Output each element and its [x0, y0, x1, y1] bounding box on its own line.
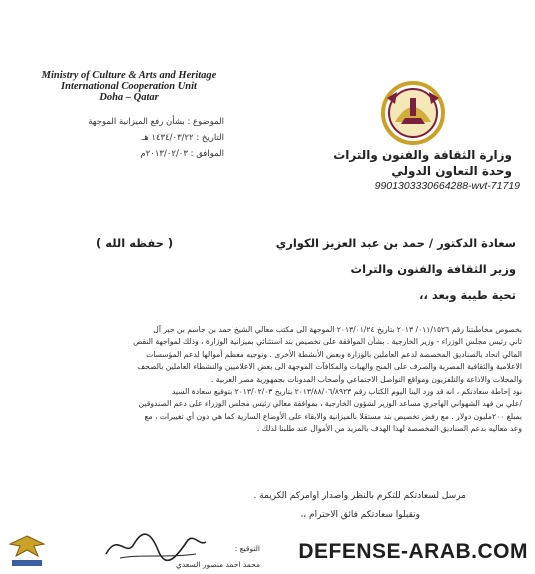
honorific: ( حفظه الله ): [96, 236, 174, 250]
body-line: الاعلامية والثقافية المصرية والصرف على المنح والهبات والمكافآت الموجهة الى بعض الاعلاميين والنشطاء العاملين بالصحف: [137, 362, 522, 372]
body-line: /علي بن فهد الشهواني الهاجري مساعد الوزير لشؤون الخارجية ، بموافقة معالي رئيس مجلس الوزراء على دعم الصندوقين: [138, 399, 522, 409]
recipient-position: وزير الثقافة والفنون والتراث: [350, 262, 516, 276]
qatar-emblem-icon: [377, 78, 449, 148]
body-line: بمبلغ ٢٠٠مليون دولار . مع رفض تخصيص بند مستقلا بالميزانية والابقاء على الأوضاع السارية كما هي دون أي تغييرات ، مع: [144, 411, 522, 421]
closing-regards: وتقبلوا سعادتكم فائق الاحترام ،،: [300, 510, 420, 520]
closing-request: مرسل لسعادتكم للتكرم بالنظر واصدار اوامركم الكريمة .: [253, 491, 466, 501]
letter-meta: [44, 114, 224, 162]
body-line: وعد معاليه بدعم الصناديق المخصصة لهذا الهدف بالمزيد من الأموال عند طلبنا لذلك .: [256, 424, 522, 434]
serial-number: 9901303330664288-wvt-71719: [374, 180, 520, 192]
watermark-site: DEFENSE-ARAB.COM: [298, 540, 528, 563]
letter-body: [16, 324, 522, 436]
arabic-letterhead: [300, 147, 512, 179]
unit-name-en: International Cooperation Unit: [61, 81, 197, 92]
signature-label: التوقيع :: [234, 544, 260, 553]
body-line: ثاني رئيس مجلس الوزراء - وزير الخارجية . بشأن الموافقة على تخصيص بند استثنائي بميزانية الوزارة ، وذلك لمواجهة النقص: [133, 337, 522, 347]
body-line: والمجلات والاذاعة والتلفزيون ومواقع التواصل الاجتماعي وأصحاب المدونات بجمهورية مصر العربية .: [210, 374, 522, 384]
date-hijri: التاريخ : ١٤٣٤/٠٣/٢٢ هـ: [141, 133, 224, 143]
signatory-name: محمد احمد منصور السعدي: [175, 560, 260, 569]
body-line: نود إحاطة سعادتكم ، انه قد ورد الينا اليوم الكتاب رقم ٢٠١٣/٨٨/٠٦/٨٩٢٣ بتاريخ ٢٠١٣/٠٢/٠٣ بتوقيع سعادة السيد: [171, 387, 522, 397]
ministry-name-en: Ministry of Culture & Arts and Heritage: [41, 70, 217, 81]
ministry-name-ar: وزارة الثقافة والفنون والتراث: [333, 148, 512, 162]
date-gregorian: الموافق : ٢٠١٣/٠٢/٠٣م: [140, 149, 224, 159]
subject-line: الموضوع : بشأن رفع الميزانية الموجهة: [88, 117, 224, 127]
eagle-logo-icon: [4, 530, 50, 570]
location-en: Doha – Qatar: [99, 92, 159, 103]
english-letterhead: [24, 70, 234, 103]
body-line: المالي اتحاد بالصناديق المخصصة لدعم العاملين بالوزارة وبعض الأنشطة الأخرى . وتوجيه معظم أموالها لدعم المؤسسات: [146, 349, 522, 359]
body-line: بخصوص مخاطبتنا رقم ٠١١/١٥٢٦/ ٢٠١٣ بتاريخ ٢٠١٣/٠١/٢٤ الموجهة الى مكتب معالي الشيخ حمد بن جاسم بن جبر آل: [153, 325, 522, 334]
greeting: تحية طيبة وبعد ،،: [419, 288, 516, 302]
unit-name-ar: وحدة التعاون الدولي: [391, 164, 512, 178]
recipient-name: سعادة الدكتور / حمد بن عبد العزيز الكواري: [275, 236, 516, 250]
